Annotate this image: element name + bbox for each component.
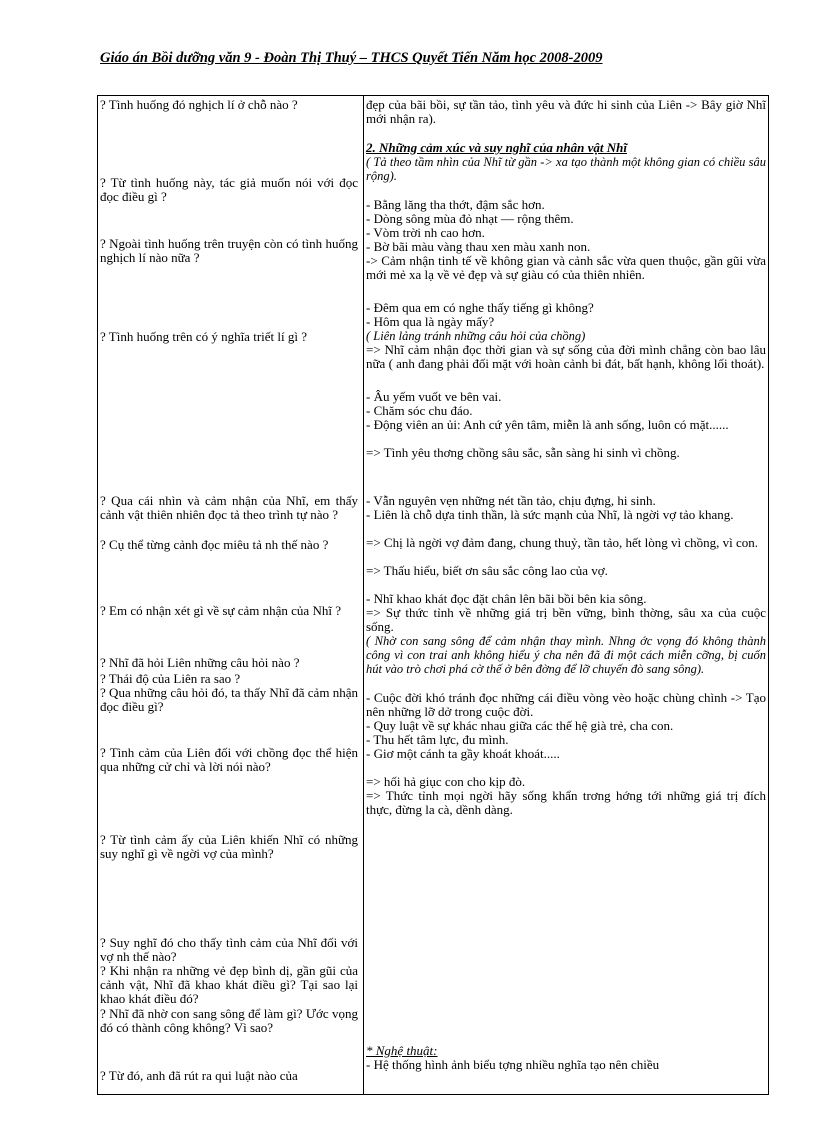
question-text: ? Tình cảm của Liên đối với chồng đọc thể hiện qua những cử chỉ và lời nói nào? (100, 745, 358, 775)
column-divider (363, 95, 364, 1095)
answer-text: - Giơ một cánh ta gầy khoát khoát..... (366, 746, 560, 761)
question-text: ? Cụ thể từng cảnh đọc miêu tả nh thế nào ? (100, 537, 329, 552)
answer-text: - Hệ thống hình ảnh biểu tợng nhiều nghĩa tạo nên chiều (366, 1057, 660, 1072)
answer-text: - Động viên an ủi: Anh cứ yên tâm, miễn là anh sống, luôn có mặt...... (366, 417, 729, 432)
question-text: ? Nhĩ đã hỏi Liên những câu hỏi nào ? (100, 655, 300, 670)
question-text: ? Từ tình cảm ấy của Liên khiến Nhĩ có những suy nghĩ gì về ngời vợ của mình? (100, 832, 358, 862)
answer-text: => Sự thức tỉnh về những giá trị bền vững, bình thờng, sâu xa của cuộc sống. (366, 605, 766, 635)
question-text: ? Tình huống đó nghịch lí ở chỗ nào ? (100, 97, 298, 112)
question-text: ? Nhĩ đã nhờ con sang sông để làm gì? Ước vọng đó có thành công không? Vì sao? (100, 1006, 358, 1036)
answer-text: * Nghệ thuật: (366, 1043, 438, 1058)
answer-text: - Liên là chỗ dựa tinh thần, là sức mạnh của Nhĩ, là ngời vợ tảo khang. (366, 507, 734, 522)
answer-text: - Cuộc đời khó tránh đọc những cái điều vòng vèo hoặc chùng chình -> Tạo nên những lỡ dở trong cuộc đời. (366, 690, 766, 720)
answer-text: ( Tả theo tầm nhìn của Nhĩ từ gần -> xa tạo thành một không gian có chiều sâu rộng). (366, 155, 766, 184)
answer-text: - Chăm sóc chu đáo. (366, 403, 473, 418)
answer-text: => hối hả giục con cho kịp đò. (366, 774, 526, 789)
answer-text: - Bằng lăng tha thớt, đậm sắc hơn. (366, 197, 545, 212)
answer-text: - Vẫn nguyên vẹn những nét tần tảo, chịu đựng, hi sinh. (366, 493, 656, 508)
question-text: ? Tình huống trên có ý nghĩa triết lí gì ? (100, 329, 307, 344)
answer-text: ( Nhờ con sang sông để cảm nhận thay mình. Nhng ớc vọng đó không thành công vì con trai anh không hiểu ý cha nên đã đi một cách miễn cỡng, bị cuốn hút vào trò chơi phá cờ thế ở bên đờng để lỡ chuyến đò sang sông). (366, 634, 766, 677)
answer-text: => Thấu hiểu, biết ơn sâu sắc công lao của vợ. (366, 563, 608, 578)
answer-text: - Nhĩ khao khát đọc đặt chân lên bãi bồi bên kia sông. (366, 591, 647, 606)
question-text: ? Từ đó, anh đã rút ra qui luật nào của (100, 1068, 298, 1083)
answer-text: - Âu yếm vuốt ve bên vai. (366, 389, 502, 404)
question-text: ? Ngoài tình huống trên truyện còn có tình huống nghịch lí nào nữa ? (100, 236, 358, 266)
page-header: Giáo án Bồi dưỡng văn 9 - Đoàn Thị Thuý – THCS Quyết Tiến Năm học 2008-2009 (100, 50, 603, 66)
answer-text: -> Cảm nhận tinh tế về không gian và cảnh sắc vừa quen thuộc, gần gũi vừa mới mẻ xa lạ về vẻ đẹp và sự giàu có của thiên nhiên. (366, 253, 766, 283)
question-text: ? Khi nhận ra những vẻ đẹp bình dị, gần gũi của cảnh vật, Nhĩ đã khao khát điều gì? Tại sao lại khao khát điều đó? (100, 963, 358, 1007)
answer-text: 2. Những cảm xúc và suy nghĩ của nhân vật Nhĩ (366, 140, 627, 155)
question-text: ? Từ tình huống này, tác giả muốn nói với đọc đọc điều gì ? (100, 175, 358, 205)
question-text: ? Em có nhận xét gì về sự cảm nhận của Nhĩ ? (100, 603, 341, 618)
question-text: ? Thái độ của Liên ra sao ? (100, 671, 241, 686)
answer-text: - Hôm qua là ngày mấy? (366, 314, 495, 329)
question-text: ? Suy nghĩ đó cho thấy tình cảm của Nhĩ đối với vợ nh thế nào? (100, 935, 358, 965)
answer-text: => Tình yêu thơng chồng sâu sắc, sẵn sàng hi sinh vì chồng. (366, 445, 680, 460)
answer-text: - Bờ bãi màu vàng thau xen màu xanh non. (366, 239, 591, 254)
question-text: ? Qua cái nhìn và cảm nhận của Nhĩ, em thấy cảnh vật thiên nhiên đọc tả theo trình tự nào ? (100, 493, 358, 523)
question-text: ? Qua những câu hỏi đó, ta thấy Nhĩ đã cảm nhận đọc điều gì? (100, 685, 358, 715)
answer-text: - Thu hết tâm lực, đu mình. (366, 732, 509, 747)
answer-text: - Quy luật về sự khác nhau giữa các thế hệ già trẻ, cha con. (366, 718, 674, 733)
answer-text: - Đêm qua em có nghe thấy tiếng gì không? (366, 300, 594, 315)
answer-text: => Thức tỉnh mọi ngời hãy sống khẩn trơng hớng tới những giá trị đích thực, đừng la cà, dềnh dàng. (366, 788, 766, 818)
answer-text: - Vòm trời nh cao hơn. (366, 225, 485, 240)
answer-text: - Dòng sông mùa đỏ nhạt — rộng thêm. (366, 211, 574, 226)
answer-text: đẹp của bãi bồi, sự tần tảo, tình yêu và đức hi sinh của Liên -> Bây giờ Nhĩ mới nhận ra). (366, 97, 766, 127)
answer-text: => Nhĩ cảm nhận đọc thời gian và sự sống của đời mình chẳng còn bao lâu nữa ( anh đang phải đối mặt với hoàn cảnh bi đát, bất hạnh, không lối thoát). (366, 342, 766, 372)
answer-text: => Chị là ngời vợ đảm đang, chung thuỷ, tần tảo, hết lòng vì chồng, vì con. (366, 535, 758, 550)
answer-text: ( Liên lảng tránh những câu hỏi của chồng) (366, 329, 586, 343)
